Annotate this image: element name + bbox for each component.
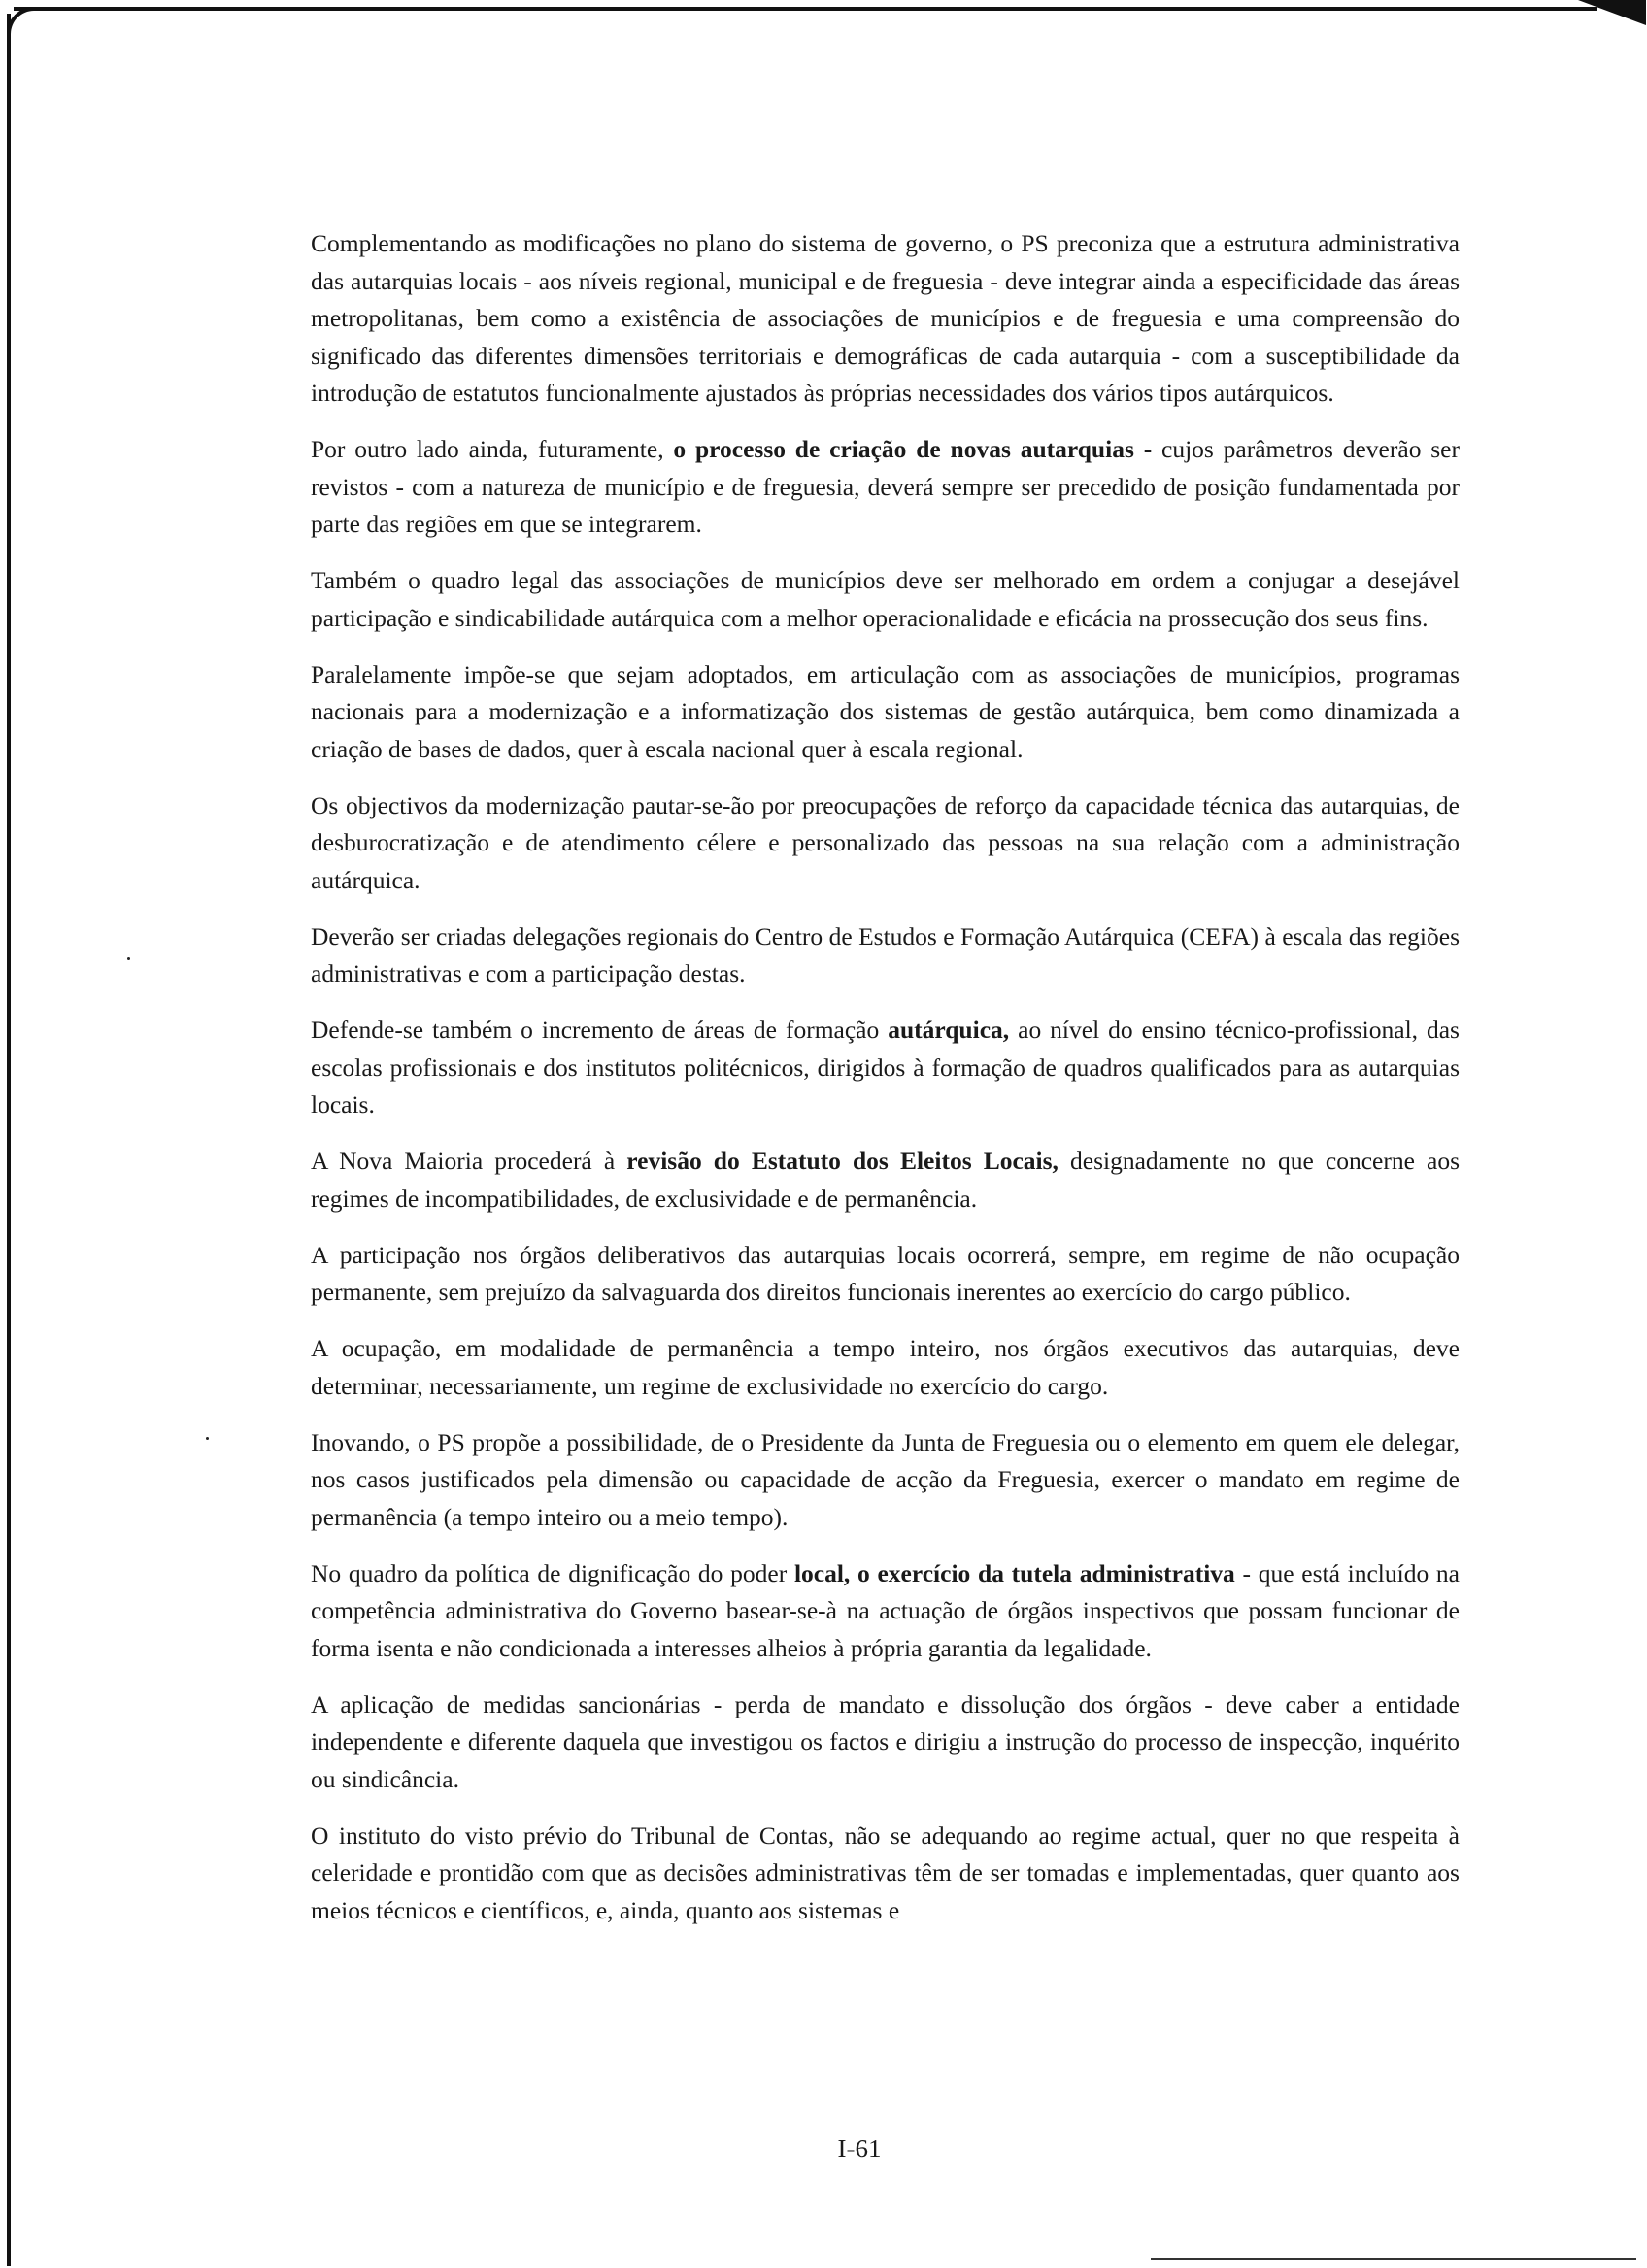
text-run: ao nível do ensino técnico-profissional, das escolas profissionais e dos institutos politécnicos, dirigidos à formação de quadros qualificados para as autarquias locais. [311, 1016, 1460, 1118]
paragraph [311, 562, 1460, 637]
bold-text-run: revisão do Estatuto dos Eleitos Locais, [626, 1147, 1059, 1175]
text-run: Por outro lado ainda, futuramente, [311, 435, 674, 463]
paragraph [311, 1237, 1460, 1312]
bold-text-run: autárquica, [888, 1016, 1010, 1044]
paragraph [311, 1818, 1460, 1930]
text-run: - que está incluído na competência administrativa do Governo basear-se-à na actuação de órgãos inspectivos que possam funcionar de forma isenta e não condicionada a interesses alheios à própria garantia da legalidade. [311, 1558, 1460, 1662]
paragraph [311, 1686, 1460, 1799]
text-run: A participação nos órgãos deliberativos das autarquias locais ocorrerá, sempre, em regime de não ocupação permanente, sem prejuízo da salvaguarda dos direitos funcionais inerentes ao exercício do cargo público. [311, 1240, 1460, 1306]
paragraph [311, 1555, 1460, 1668]
paragraph [311, 656, 1460, 769]
body-text [311, 225, 1460, 1949]
text-run: Inovando, o PS propõe a possibilidade, de o Presidente da Junta de Freguesia ou o elemento em quem ele delegar, nos casos justificados pela dimensão ou capacidade de acção da Freguesia, exercer o mandato em regime de permanência (a tempo inteiro ou a meio tempo). [311, 1427, 1460, 1531]
paragraph [311, 787, 1460, 900]
page-number: I-61 [837, 2134, 882, 2163]
paragraph [311, 1330, 1460, 1405]
text-run: cujos parâmetros deverão ser revistos - com a natureza de município e de freguesia, deverá sempre ser precedido de posição fundamentada por parte das regiões em que se integrarem. [311, 435, 1460, 538]
scan-speck [206, 1437, 209, 1440]
text-run: A Nova Maioria procederá à [311, 1147, 627, 1175]
bold-text-run: o processo de criação de novas autarquias - [673, 435, 1153, 463]
text-run: Defende-se também o incremento de áreas de formação [311, 1016, 889, 1044]
paragraph [311, 225, 1460, 413]
text-run: Deverão ser criadas delegações regionais do Centro de Estudos e Formação Autárquica (CEFA) à escala das regiões administrativas e com a participação destas. [311, 921, 1460, 987]
paragraph [311, 431, 1460, 544]
paragraph [311, 918, 1460, 993]
bold-text-run: local, o exercício da tutela administrativa [793, 1558, 1235, 1587]
paragraph [311, 1424, 1460, 1537]
text-run: O instituto do visto prévio do Tribunal de Contas, não se adequando ao regime actual, quer no que respeita à celeridade e prontidão com que as decisões administrativas têm de ser tomadas e implementadas, quer quanto aos meios técnicos e científicos, e, ainda, quanto aos sistemas e [311, 1820, 1460, 1924]
text-run: Complementando as modificações no plano do sistema de governo, o PS preconiza que a estrutura administrativa das autarquias locais - aos níveis regional, municipal e de freguesia - deve integrar ainda a especificidade das áreas metropolitanas, bem como a existência de associações de municípios e de freguesia e uma compreensão do significado das diferentes dimensões territoriais e demográficas de cada autarquia - com a susceptibilidade da introdução de estatutos funcionalmente ajustados às próprias necessidades dos vários tipos autárquicos. [311, 229, 1460, 407]
text-run: No quadro da política de dignificação do poder [311, 1558, 794, 1587]
scan-border-top [14, 7, 1597, 11]
text-run: designadamente no que concerne aos regimes de incompatibilidades, de exclusividade e de permanência. [311, 1147, 1460, 1213]
text-run: A ocupação, em modalidade de permanência a tempo inteiro, nos órgãos executivos das autarquias, deve determinar, necessariamente, um regime de exclusividade no exercício do cargo. [311, 1334, 1460, 1400]
text-run: Paralelamente impõe-se que sejam adoptados, em articulação com as associações de municípios, programas nacionais para a modernização e a informatização dos sistemas de gestão autárquica, bem como dinamizada a criação de bases de dados, quer à escala nacional quer à escala regional. [311, 659, 1460, 763]
scan-bottom-line [1151, 2258, 1636, 2260]
paragraph [311, 1143, 1460, 1217]
scan-corner-curve [7, 7, 40, 40]
scan-border-left [7, 14, 11, 2266]
text-run: A aplicação de medidas sancionárias - perda de mandato e dissolução dos órgãos - deve caber a entidade independente e diferente daquela que investigou os factos e dirigiu a instrução do processo de inspecção, inquérito ou sindicância. [311, 1689, 1460, 1793]
text-run: Os objectivos da modernização pautar-se-ão por preocupações de reforço da capacidade técnica das autarquias, de desburocratização e de atendimento célere e personalizado das pessoas na sua relação com a administração autárquica. [311, 790, 1460, 894]
paragraph [311, 1012, 1460, 1124]
text-run: Também o quadro legal das associações de municípios deve ser melhorado em ordem a conjugar a desejável participação e sindicabilidade autárquica com a melhor operacionalidade e eficácia na prossecução dos seus fins. [311, 566, 1460, 632]
scan-speck [127, 957, 130, 960]
scan-corner-mark [1578, 0, 1646, 25]
